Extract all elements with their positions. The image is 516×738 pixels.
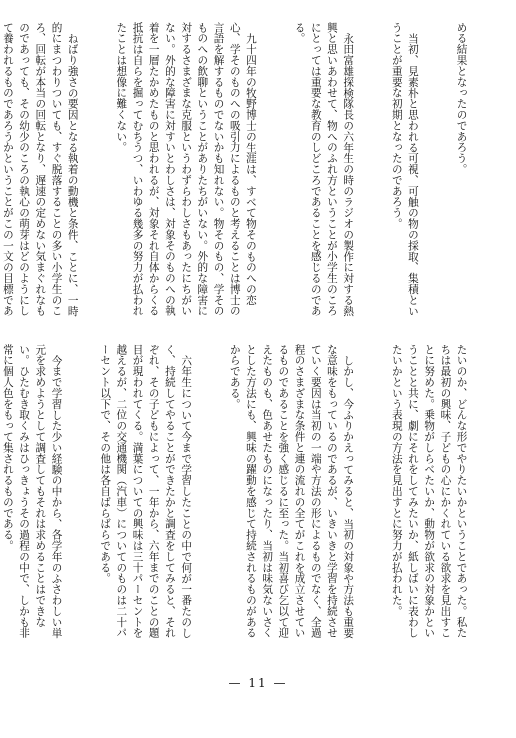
paragraph: しかし、今ふりかえってみると、当初の対象や方法も重要な意味をもっているのであるが、いきいきと学習を持続させていく要因は当初の一端や方法の形によるものでなく、全過程のさまざまな条件と連の流れの全てがこれを成立させているものであることを強く感じるに至った。当初喜び乞以て迎えたものも、色あせたものになったり、当初は味気ないさくとした方法にも、興味の躍動を感じて持続されるものがあるからである。 (228, 344, 355, 639)
paragraph: 今まで学習した少い経験の中から、各学年のふさわしい単元を求めようとして調査してもそれは求めることはできない。ひたむき取くみはひっきょうその過程の中で、しかも非常に個人色をもって集されるものである。 (1, 344, 63, 639)
paragraph: 永田富雄探検隊長の六年生の時のラジオの製作に対する熱興と思いあわせて、物へのふれ方ということが小学生のころにとっては重要な教育のしどころであることを感じるのである。 (293, 22, 355, 317)
page-number: — 11 — (228, 676, 288, 690)
paragraph: 九十四年の牧野博士の生涯は、すべて物そのものへの恋心、学そのものへの吸引力によるものと考えることは博士の言語を解するものでないかも知れない。物そのもの、学そのものへの飲聊ということがありたちがいない。外的な障害に対するさまざまな克服というわずらわしさもあったにちがいない。外的な障害に対すいとわしさは、対象そのものへの執着を一層たかめたものと思われるが、対象それ自体からくる抵抗は自らを掘ってむちうつ、いわゆる幾多の努力が払われたことは想像に難くない。 (115, 22, 257, 317)
paragraph: たいのか、どんな形でやりたいかということであった。私たちは最初の興味、子どもの心にかくれている欲求を見出すことに努めた。乗物がしらべたいか、動物が欲求の対象かということと共に、劇にそれをしてみたいか、紙しばいに表わしたいかという表現の方法を見出すとに努力が払われた。 (390, 344, 468, 639)
paragraph: める結果となったのであろう。 (455, 22, 468, 175)
paragraph: 当初、見素朴と思われる可視、可触の物の採取、集積ということが重要な初期となったのであろう。 (390, 22, 419, 316)
lower-text-block (1, 344, 502, 648)
paragraph: ねばり強さの要因となる執着の動機と条件、ことに、一時的にまつわりついても、すぐ脱落することの多い小学生のころ、回転が本当の回転となり、遅速の定めない気まぐれなものであっても、その幼少のころの執心の萌芽はどのようにして養われるものであろうかということがこの一文の目標であ (1, 22, 79, 317)
paragraph: 六年生について今まで学習したことの中で何が一番たのしく、持続してやることができたかと調査をしてみると、それぞれ、その子どもによって、一年から、六年までのことの題目が現われてくる。満葉についての興味は三十パーセントを越えるが、二位の交通機関（汽車）についてのものは二十パーセント以下で、その他は各自ばらばらである。 (99, 344, 193, 639)
upper-text-block (1, 22, 502, 326)
